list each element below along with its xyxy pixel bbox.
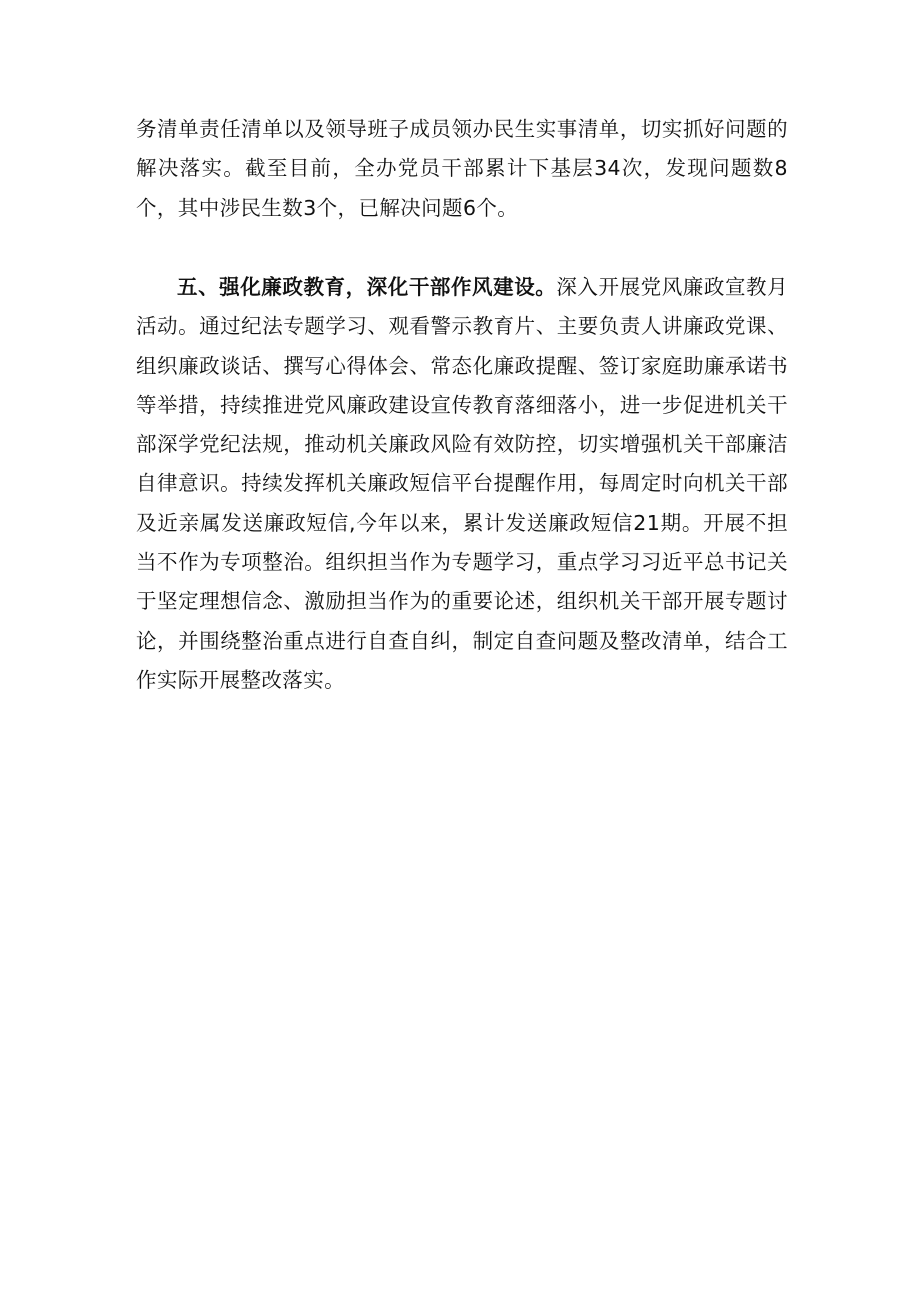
continuation-paragraph [136, 110, 788, 228]
section-five-body: 深入开展党风廉政宣教月活动。通过纪法专题学习、观看警示教育片、主要负责人讲廉政党课、组织廉政谈话、撰写心得体会、常态化廉政提醒、签订家庭助廉承诺书等举措，持续推进党风廉政建设宣传教育落细落小，进一步促进机关干部深学党纪法规，推动机关廉政风险有效防控，切实增强机关干部廉洁自律意识。持续发挥机关廉政短信平台提醒作用，每周定时向机关干部及近亲属发送廉政短信,今年以来，累计发送廉政短信21期。开展不担当不作为专项整治。组织担当作为专题学习，重点学习习近平总书记关于坚定理想信念、激励担当作为的重要论述，组织机关干部开展专题讨论，并围绕整治重点进行自查自纠，制定自查问题及整改清单，结合工作实际开展整改落实。 [136, 275, 788, 692]
continuation-text: 务清单责任清单以及领导班子成员领办民生实事清单，切实抓好问题的解决落实。截至目前，全办党员干部累计下基层34次，发现问题数8个，其中涉民生数3个，已解决问题6个。 [136, 117, 788, 220]
section-five-text [136, 268, 788, 700]
section-five-paragraph [136, 268, 788, 700]
section-five-heading: 五、强化廉政教育，深化干部作风建设。 [177, 275, 557, 299]
